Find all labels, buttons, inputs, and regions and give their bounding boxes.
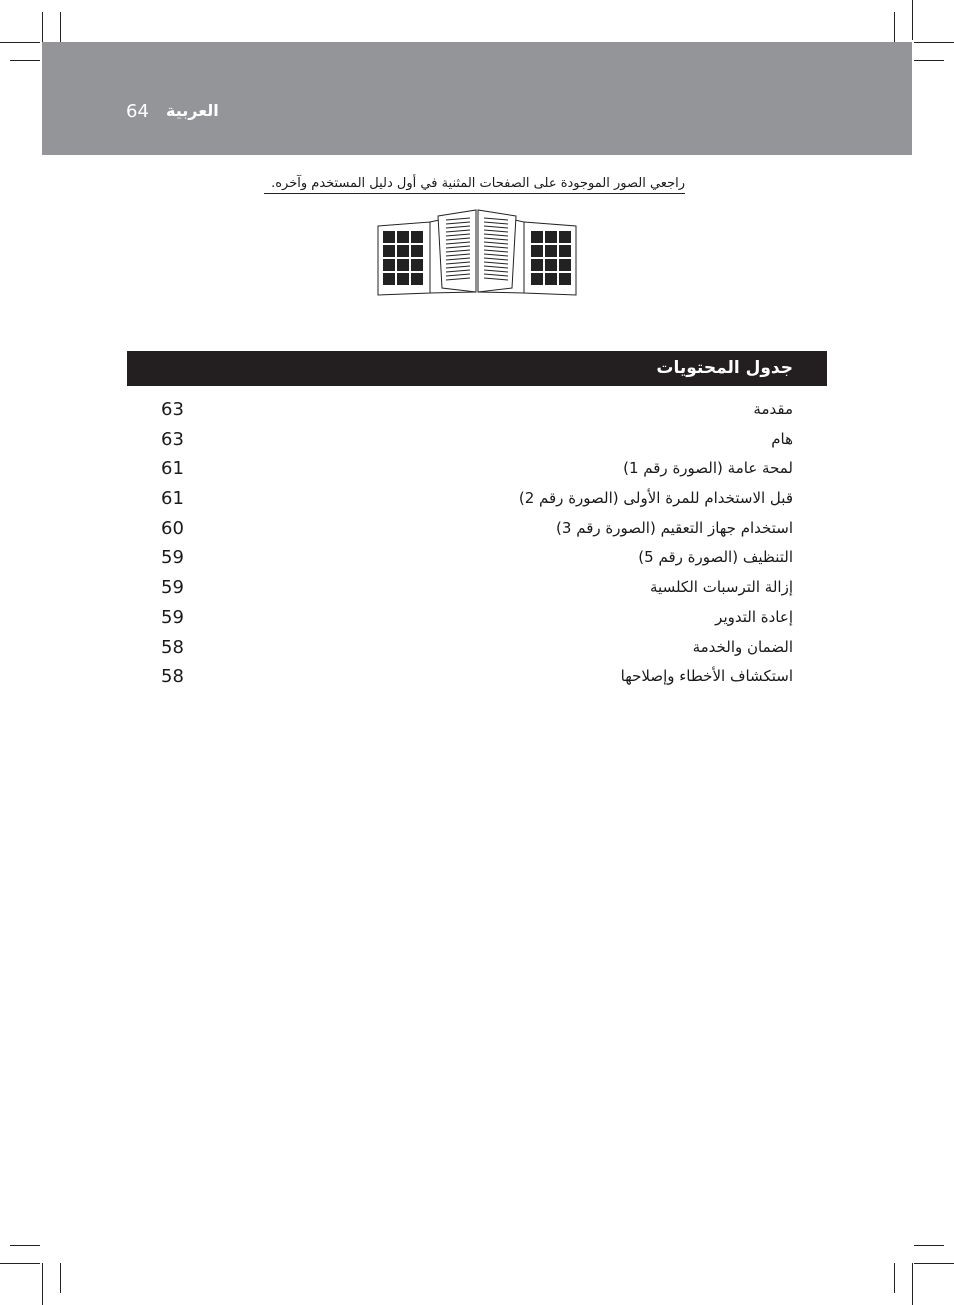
crop-mark: [912, 1263, 913, 1305]
toc-entry-page: 63: [161, 399, 184, 420]
open-book-icon: [376, 208, 578, 300]
crop-mark: [894, 1263, 895, 1293]
page-language-label: العربية: [166, 101, 219, 120]
toc-entry-page: 60: [161, 517, 184, 539]
crop-mark: [914, 42, 954, 43]
toc-entry-page: 58: [161, 636, 184, 658]
toc-entry-page: 59: [161, 577, 184, 599]
crop-mark: [42, 12, 43, 42]
header-band: [42, 42, 912, 155]
crop-mark: [914, 60, 944, 61]
crop-mark: [914, 1263, 954, 1264]
toc-entry-label: التنظيف (الصورة رقم 5): [638, 548, 793, 567]
crop-mark: [0, 42, 40, 43]
toc-entry[interactable]: [127, 426, 827, 456]
toc-entry-label: لمحة عامة (الصورة رقم 1): [623, 459, 793, 478]
instruction-text: راجعي الصور الموجودة على الصفحات المثنية في أول دليل المستخدم وآخره.: [264, 176, 685, 194]
toc-entry-page: 59: [161, 547, 184, 569]
toc-entry[interactable]: [127, 485, 827, 515]
toc-entry-label: استكشاف الأخطاء وإصلاحها: [620, 667, 793, 686]
toc-entry[interactable]: [127, 455, 827, 485]
toc-list: [127, 396, 827, 693]
toc-entry[interactable]: [127, 663, 827, 693]
crop-mark: [10, 60, 40, 61]
toc-entry-page: 61: [161, 458, 184, 480]
toc-entry[interactable]: [127, 515, 827, 545]
crop-mark: [42, 1263, 43, 1305]
toc-entry-page: 61: [161, 488, 184, 510]
toc-entry[interactable]: [127, 396, 827, 426]
toc-entry-page: 63: [161, 428, 184, 450]
page-number: 64: [126, 101, 149, 122]
crop-mark: [894, 12, 895, 42]
toc-entry-page: 59: [161, 606, 184, 628]
toc-entry-label: إزالة الترسبات الكلسية: [650, 578, 793, 597]
toc-entry[interactable]: [127, 604, 827, 634]
toc-entry[interactable]: [127, 544, 827, 574]
toc-entry-label: قبل الاستخدام للمرة الأولى (الصورة رقم 2): [518, 489, 793, 508]
crop-mark: [60, 12, 61, 42]
toc-entry-label: الضمان والخدمة: [692, 637, 793, 656]
toc-entry-label: هام: [771, 429, 793, 448]
toc-entry-label: استخدام جهاز التعقيم (الصورة رقم 3): [556, 518, 793, 537]
crop-mark: [914, 1245, 944, 1246]
toc-title-bar: [127, 351, 827, 386]
toc-entry[interactable]: [127, 574, 827, 604]
crop-mark: [10, 1245, 40, 1246]
crop-mark: [60, 1263, 61, 1293]
toc-entry[interactable]: [127, 634, 827, 664]
toc-entry-page: 58: [161, 666, 184, 688]
crop-mark: [912, 0, 913, 40]
crop-mark: [0, 1263, 40, 1264]
toc-entry-label: إعادة التدوير: [715, 607, 793, 626]
toc-entry-label: مقدمة: [753, 400, 793, 418]
toc-title: جدول المحتويات: [656, 358, 793, 378]
